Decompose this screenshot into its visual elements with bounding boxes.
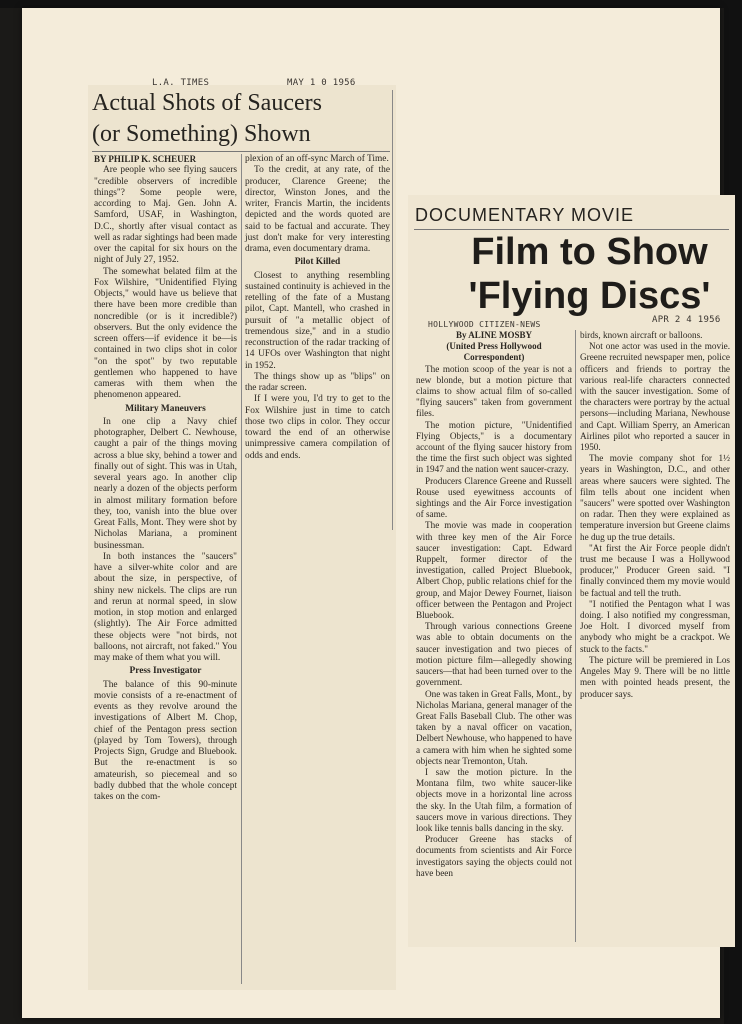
article-paragraph: "I notified the Pentagon what I was doing. I also notified my congressman, Joe Holt. I divorced myself from anybody who might be a crackpot. We stuck to the facts." bbox=[580, 598, 730, 654]
citizen-news-headline-line1: Film to Show bbox=[471, 231, 708, 273]
citizen-news-source-stamp: HOLLYWOOD CITIZEN-NEWS bbox=[428, 320, 541, 329]
article-paragraph: The balance of this 90-minute movie consists of a re-enactment of events as they revolve around the investigations of Albert M. Chop, chief of the Pentagon press section (played by Tom Towers), through Projects Sign, Grudge and Bluebook. But the re-enactment is so amateurish, so piecemeal and so badly dubbed that the whole concept takes on the com- bbox=[94, 679, 237, 802]
article-paragraph: The movie company shot for 1½ years in Washington, D.C., and other areas where saucers were sighted. The film tells about one incident when "saucers" were spotted over Washington on radar. Then they were explained as temperature inversion but Greene claims he dug up the true details. bbox=[580, 453, 730, 542]
la-times-column-2 bbox=[245, 154, 390, 462]
article-paragraph: To the credit, at any rate, of the producer, Clarence Greene; the director, Winston Jones, and the writer, Francis Martin, the incidents depicted and the words quoted are said to be factual and accurate. They just don't make for very interesting drama, even documentary drama. bbox=[245, 165, 390, 254]
article-paragraph: Through various connections Greene was able to obtain documents on the saucer investigation and two pieces of motion picture film—allegedly showing saucers—that had been turned over to the government. bbox=[416, 621, 572, 688]
article-paragraph: Not one actor was used in the movie. Greene recruited newspaper men, police officers and friends to portray the various real-life characters connected with the saucer investigation. Some of the characters were portray by the actual persons—including Mariana, Newhouse and Capt. William Sperry, an American Airlines pilot who reported a saucer in 1950. bbox=[580, 341, 730, 453]
article-paragraph: Are people who see flying saucers "credible observers of incredible things"? Some people were, according to Maj. Gen. John A. Samford, USAF, in Washington, D.C., shortly after visual contact as well as radar sightings had been made over the capital for six hours on the night of July 27, 1952. bbox=[94, 165, 237, 266]
article-paragraph: plexion of an off-sync March of Time. bbox=[245, 154, 389, 164]
article-paragraph: The motion scoop of the year is not a new blonde, but a motion picture that claims to show actual film of so-called "flying saucers" taken from government files. bbox=[416, 363, 572, 419]
citizen-news-headline bbox=[452, 230, 727, 318]
article-paragraph: In both instances the "saucers" have a silver-white color and are about the size, in perspective, of shiny new nickels. The clips are run and rerun at normal speed, in slow motion, in stop motion and enlarged (slightly). The Air Force admitted these objects were "not birds, not balloons, not aircraft, not faked." You may make of them what you will. bbox=[94, 551, 237, 663]
la-times-headline-rule bbox=[92, 151, 390, 152]
la-times-date-stamp: MAY 1 0 1956 bbox=[287, 78, 356, 88]
article-paragraph: The picture will be premiered in Los Angeles May 9. There will be no little men with pointed heads present, the producer says. bbox=[580, 654, 730, 699]
subhead-military-maneuvers: Military Maneuvers bbox=[125, 403, 206, 414]
la-times-source-stamp: L.A. TIMES bbox=[152, 78, 210, 88]
article-paragraph: In one clip a Navy chief photographer, Delbert C. Newhouse, caught a pair of the things moving across a blue sky, behind a tower and finally out of sight. This was in Utah, several years ago. In another clip nearly a dozen of the objects perform in almost military formation before they, too, vanish into the blue over Great Falls, Mont. They were shot by Nicholas Mariana, a prominent businessman. bbox=[94, 416, 237, 551]
la-times-right-rule bbox=[392, 90, 393, 530]
la-times-byline: BY PHILIP K. SCHEUER bbox=[94, 154, 197, 164]
subhead-press-investigator: Press Investigator bbox=[129, 666, 202, 677]
scan-border-top bbox=[0, 0, 742, 8]
la-times-column-1 bbox=[94, 154, 237, 803]
article-paragraph: Closest to anything resembling sustained continuity is achieved in the retelling of the fate of a Mustang pilot, Capt. Mantell, who crashed in pursuit of "a metallic object of tremendous size," and in a studio reconstruction of the radar tracking of 14 UFOs over Washington that night in 1952. bbox=[245, 270, 390, 371]
la-times-column-rule bbox=[241, 154, 242, 984]
article-paragraph: The things show up as "blips" on the radar screen. bbox=[245, 371, 390, 393]
citizen-news-column-rule bbox=[575, 330, 576, 942]
article-paragraph: birds, known aircraft or balloons. bbox=[580, 330, 703, 340]
la-times-headline-line1: Actual Shots of Saucers bbox=[92, 90, 322, 116]
article-paragraph: "At first the Air Force people didn't trust me because I was a Hollywood producer," Producer Green said. "I finally convinced them my movie would be factual and tell the truth. bbox=[580, 542, 730, 598]
citizen-news-date-stamp: APR 2 4 1956 bbox=[652, 315, 721, 325]
article-paragraph: If I were you, I'd try to get to the Fox Wilshire just in time to catch those two clips in color. They occur toward the end of an otherwise unimpressive camera compilation of odds and ends. bbox=[245, 394, 390, 461]
article-paragraph: Producers Clarence Greene and Russell Rouse used eyewitness accounts of sightings and the Air Force investigation of same. bbox=[416, 475, 572, 520]
la-times-headline bbox=[92, 88, 387, 150]
citizen-news-column-2 bbox=[580, 330, 730, 700]
citizen-news-kicker: DOCUMENTARY MOVIE bbox=[415, 205, 635, 225]
citizen-news-column-1 bbox=[416, 330, 572, 879]
citizen-news-byline-affiliation: (United Press Hollywood Correspondent) bbox=[446, 341, 542, 363]
article-paragraph: I saw the motion picture. In the Montana film, two white saucer-like objects move in a horizontal line across the sky. In the Utah film, a formation of saucers move in various directions. They look like tennis balls dancing in the sky. bbox=[416, 766, 572, 833]
subhead-pilot-killed: Pilot Killed bbox=[294, 257, 341, 268]
citizen-news-headline-line2: 'Flying Discs' bbox=[468, 275, 711, 317]
la-times-headline-line2: (or Something) Shown bbox=[92, 121, 311, 147]
citizen-news-byline: By ALINE MOSBY bbox=[455, 330, 533, 340]
article-paragraph: One was taken in Great Falls, Mont., by Nicholas Mariana, general manager of the Great Falls Baseball Club. The other was taken by a naval officer on vacation, Delbert Newhouse, who happened to have a camera with him when he sighted some objects near Tremonton, Utah. bbox=[416, 688, 572, 766]
article-paragraph: The somewhat belated film at the Fox Wilshire, "Unidentified Flying Objects," would have us believe that there have been more credible than noncredible (or is it incredible?) observers. But the only evidence the screen offers—if evidence it be—is contained in two clips shot in color "on the spot" by two reputable gentlemen who happened to have cameras with them when the phenomenon appeared. bbox=[94, 266, 237, 401]
article-paragraph: The motion picture, "Unidentified Flying Objects," is a documentary account of the flying saucer history from the time the first such object was sighted in 1947 and the nation went saucer-crazy. bbox=[416, 419, 572, 475]
article-paragraph: Producer Greene has stacks of documents from scientists and Air Force investigators saying the objects could not have been bbox=[416, 834, 572, 878]
article-paragraph: The movie was made in cooperation with three key men of the Air Force saucer investigation: Capt. Edward Ruppelt, former director of the investigation, called Project Bluebook, Albert Chop, public relations chief for the group, and Major Dewey Fournet, liaison officer between the Pentagon and Project Bluebook. bbox=[416, 520, 572, 621]
